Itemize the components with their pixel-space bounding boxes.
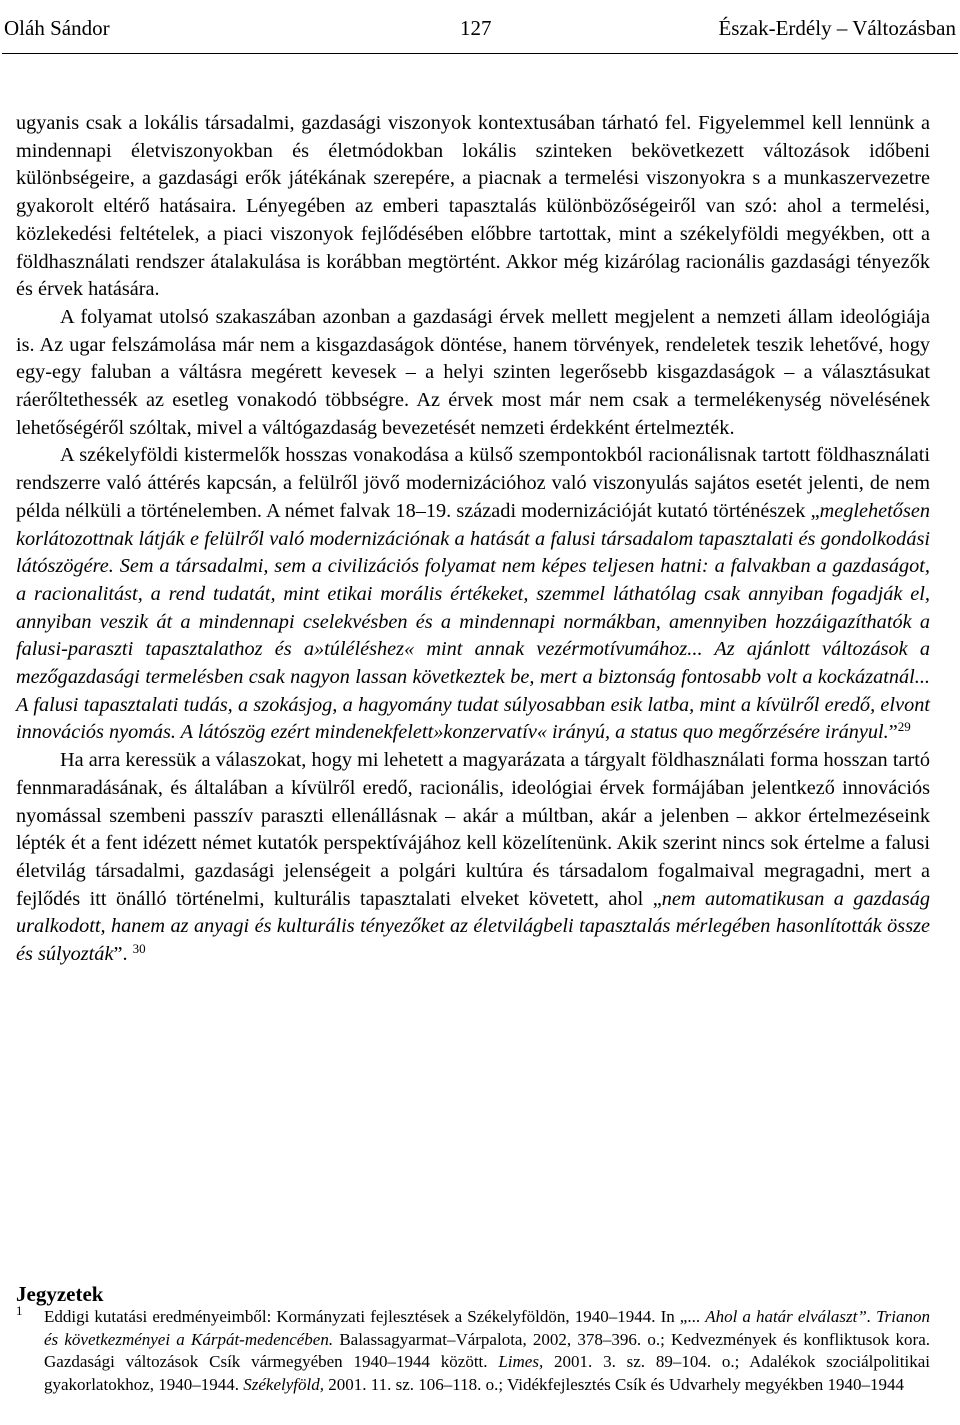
footnote-reference: 30 [132,941,146,957]
header-title: Észak-Erdély – Változásban [718,16,956,40]
text-segment: 2001. 3. sz. 89–104. o.; Adalékok szociálpolitikai gyakorlatokhoz, 1940–1944. [44,1352,930,1394]
text-segment: Ha arra keressük a válaszokat, hogy mi lehetett a magyarázata a tárgyalt földhasználati forma hosszan tartó fennmaradásának, és általában a kívülről eredő, racionális, ideológiai érvek formájában jelentkező innovációs nyomással szembeni passzív paraszti ellenállásnak – akár a múltban, akár a jelenben – akkor értelmezéseink lépték ét a fent idézett német kutatók perspektívájához kell közelítenünk. Akik szerint nincs sok értelme a falusi életvilág társadalmi, gazdasági jelenségeit a polgári kultúra és társadalom fogalmaival megragadni, mert a fejlődés itt önálló történelmi, kulturális tapasztalati elveket követett, ahol „ [16,749,930,910]
footnote-number: 1 [16,1303,23,1318]
paragraph [16,304,930,443]
paragraph [16,747,930,969]
quotation-text: Székelyföld, [243,1374,324,1394]
paragraph [16,110,930,304]
notes-heading: Jegyzetek [16,1282,104,1306]
text-segment: 2001. 11. sz. 106–118. o.; Vidékfejlesztés Csík és Udvarhely megyékben 1940–1944 [323,1374,905,1394]
text-segment: A székelyföldi kistermelők hosszas vonakodása a külső szempontokból racionálisnak tartott földhasználati rendszerre való áttérés kapcsán, a felülről jövő modernizációhoz való viszonyulás sajátos esetét jelenti, de nem példa nélküli a történelemben. A német falvak 18–19. századi modernizációját kutató történészek „ [16,444,930,522]
quotation-text: nem automatikusan a gazdaság uralkodott, hanem az anyagi és kulturális tényezőket az életvilágbeli tapasztalás mérlegében hasonlították össze és súlyozták [16,887,930,966]
quotation-text: Ahol a határ elválaszt”. Trianon és következményei a Kárpát-medencében. [44,1307,930,1349]
body-text [16,110,930,969]
paragraph [16,442,930,747]
text-segment: ”. [113,943,133,966]
text-segment: ” [888,721,898,744]
header-rule [2,53,958,54]
text-segment: Eddigi kutatási eredményeimből: Kormányzati fejlesztések a Székelyföldön, 1940–1944. In „... [44,1307,706,1326]
header-page-number: 127 [460,16,492,40]
footnote-reference: 29 [897,719,911,735]
running-header [0,0,960,54]
footnote-text [44,1306,930,1396]
header-author: Oláh Sándor [4,16,110,40]
quotation-text: meglehetősen korlátozottnak látják e felülről való modernizációnak a hatását a falusi társadalom tapasztalati és gondolkodási látószögére. Sem a társadalmi, sem a civilizációs folyamat nem képes teljesen hatni: a falvakban a gazdaságot, a racionalitást, a rend tudatát, mint etikai morális értékeket, szemmel láthatólag csak annyiban fogadják el, annyiban veszik át a mindennapi cselekvésben és a mindennapi normákban, amennyiben hozzáigazíthatók a falusi-paraszti tapasztalathoz és a»túléléshez« mint annak vezérmotívumához... Az ajánlott változások a mezőgazdasági termelésben csak nagyon lassan következtek be, mert a biztonság fontosabb volt a kockázatnál... A falusi tapasztalati tudás, a szokásjog, a hagyomány tudat súlyosabban esik latba, mint a kívülről eredő, elvont innovációs nyomás. A látószög ezért mindenekfelett»konzervatív« irányú, a status quo megőrzésére irányul. [16,499,930,744]
text-segment: Balassagyarmat–Várpalota, 2002, 378–396. o.; Kedvezmények és konfliktusok kora. Gazdasági változások Csík vármegyében 1940–1944 között. [44,1329,930,1372]
quotation-text: Limes, [498,1352,544,1372]
footnote [16,1303,930,1396]
text-segment: A folyamat utolsó szakaszában azonban a gazdasági érvek mellett megjelent a nemzeti állam ideológiája is. Az ugar felszámolása már nem a kisgazdaságok döntése, hanem törvények, rendeletek teszik lehetővé, hogy egy-egy faluban a váltásra megérett kevesek – a helyi szinten legerősebb kisgazdaságok – a választásukat ráerőltethessék az esetleg vonakodó többségre. Az érvek most már nem csak a termelékenység növelésének lehetőségéről szóltak, mivel a váltógazdaság bevezetését nemzeti érdekként értelmezték. [16,305,930,439]
text-segment: ugyanis csak a lokális társadalmi, gazdasági viszonyok kontextusában tárható fel. Figyelemmel kell lennünk a mindennapi életviszonyokban és életmódokban lokális szinteken bekövetkezett változások időbeni különbségeire, a gazdasági erők játékának szerepére, a piacnak a termelési viszonyokra s a munkaszervezetre gyakorolt eltérő hatásaira. Lényegében az emberi tapasztalás különbözőségeiről van szó: ahol a termelési, közlekedési feltételek, a piaci viszonyok fejlődésében előbbre tartottak, mint a székelyföldi megyékben, ott a földhasználati rendszer átalakulása is korábban megtörtént. Akkor még kizárólag racionális gazdasági tényezők és érvek hatására. [16,112,930,301]
